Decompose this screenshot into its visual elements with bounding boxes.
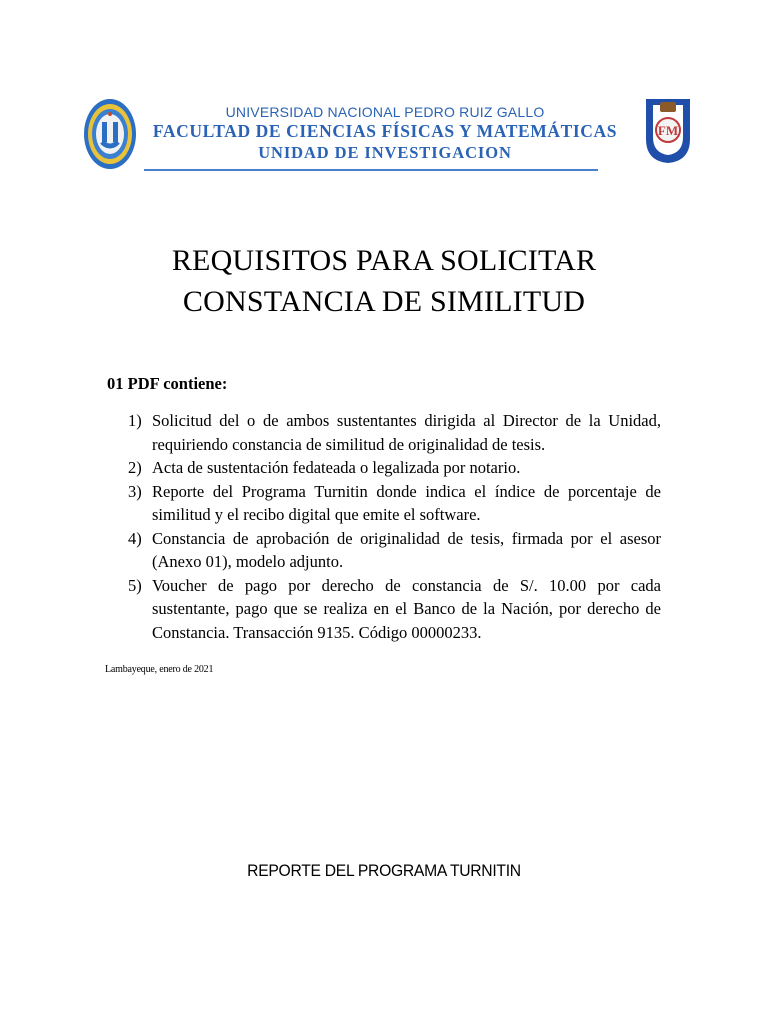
header-divider [144,169,598,171]
item-text: Reporte del Programa Turnitin donde indica el índice de porcentaje de similitud y el recibo digital que emite el software. [152,481,661,524]
item-text: Solicitud del o de ambos sustentantes dirigida al Director de la Unidad, requiriendo constancia de similitud de originalidad de tesis. [152,411,661,454]
unit-name: UNIDAD DE INVESTIGACION [258,143,512,162]
list-item [107,456,661,480]
page-title [0,240,768,322]
university-name: UNIVERSIDAD NACIONAL PEDRO RUIZ GALLO [225,104,545,120]
requirements-list [107,409,661,644]
faculty-shield-logo [643,97,693,165]
item-number: 4) [128,528,142,548]
faculty-name: FACULTAD DE CIENCIAS FÍSICAS Y MATEMÁTICAS [152,121,618,141]
university-seal-logo [83,98,137,170]
item-number: 3) [128,481,142,501]
title-line-1: REQUISITOS PARA SOLICITAR [171,244,597,277]
faculty-logo-letters: FM [657,123,679,138]
item-text: Acta de sustentación fedateada o legalizada por notario. [152,458,521,477]
item-text: Constancia de aprobación de originalidad de tesis, firmada por el asesor (Anexo 01), modelo adjunto. [152,528,661,571]
pdf-contents-heading: 01 PDF contiene: [107,374,228,393]
report-section-title: REPORTE DEL PROGRAMA TURNITIN [247,862,521,880]
place-and-date: Lambayeque, enero de 2021 [105,664,214,675]
item-number: 2) [128,458,142,477]
item-number: 5) [128,575,142,595]
item-text: Voucher de pago por derecho de constancia de S/. 10.00 por cada sustentante, pago que se realiza en el Banco de la Nación, por derecho de Constancia. Transacción 9135. Código 00000233. [152,575,661,642]
list-item [107,480,661,527]
institution-header [140,104,630,163]
item-number: 1) [128,411,142,430]
list-item [107,527,661,574]
list-item [107,574,661,645]
title-line-2: CONSTANCIA DE SIMILITUD [182,285,586,318]
list-item [107,409,661,456]
